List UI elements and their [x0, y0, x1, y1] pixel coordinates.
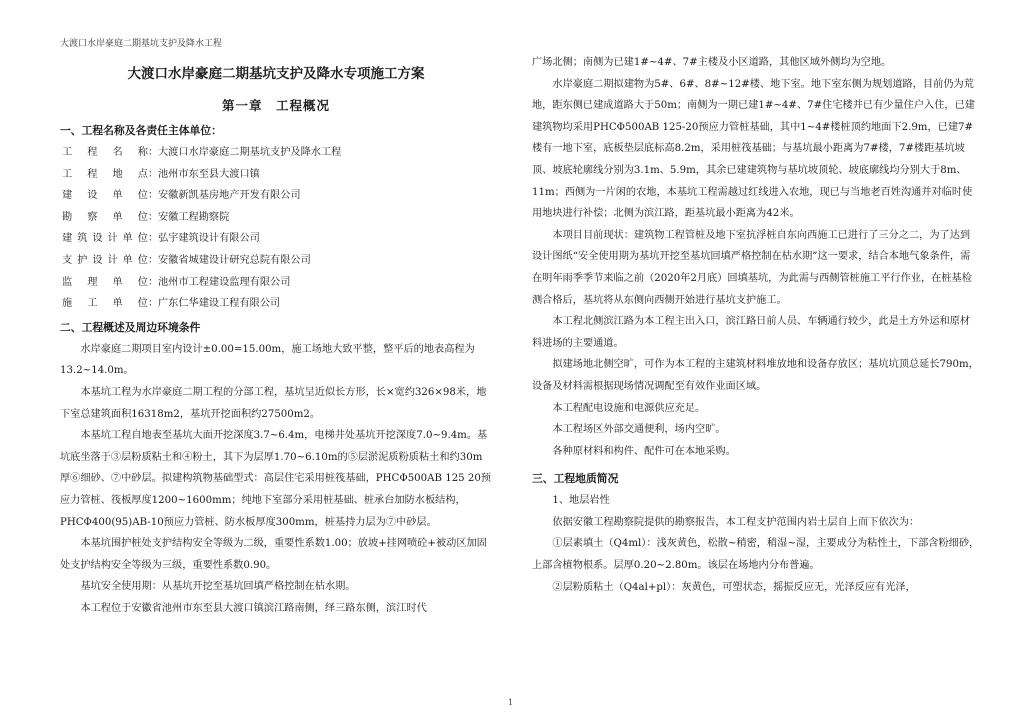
paragraph: 各种原材料和构件、配件可在本地采购。	[552, 445, 736, 457]
paragraph: 水岸豪庭二期拟建物为5#、6#、8#~12#楼、地下室。地下室东侧为规划道路，目前仍为荒地，距东侧已建成道路大于50m；南侧为一期已建1#~4#、7#住宅楼并已有少量住户入住，已建建筑物均采用PHCΦ500AB 125-20预应力管桩基础，其中1~4#楼桩顶约地面下2.9m，已建7#楼有一地下室，底板垫层底标高8.2m，采用桩筏基础；与基坑最小距离为7#楼，7#楼距基坑坡顶、坡底轮廓线分别为3.1m、5.9m，其余已建建筑物与基坑坡顶轮、坡底廓线均分别大于8m、11m；西侧为一片闲的农地，本基坑工程需越过红线进入农地，现已与当地老百姓沟通并对临时使用地块进行补偿；北侧为滨江路，距基坑最小距离为42米。	[532, 78, 975, 220]
paragraph: 依据安徽工程勘察院提供的勘察报告，本工程支护范围内岩土层自上而下依次为：	[552, 516, 920, 528]
paragraph: 广场北侧；南侧为已建1#~4#、7#主楼及小区道路，其他区域外侧均为空地。	[532, 57, 892, 68]
field-label: 支护设计单位	[62, 254, 148, 266]
section-heading: 三、工程地质简况	[532, 472, 619, 486]
field-label: 建筑设计单位	[62, 233, 148, 245]
field-row: 监理单位 ： 池州市工程建设监理有限公司	[60, 272, 492, 294]
field-row: 施工单位 ： 广东仁华建设工程有限公司	[60, 293, 492, 315]
paragraph: 本基坑工程自地表至基坑大面开挖深度3.7~6.4m，电梯井处基坑开挖深度7.0~9.4m。基坑底坐落于③层粉质粘土和④粉土，其下为层厚1.70~6.10m的⑤层淤泥质粉质粘土和约30m厚⑥细砂、⑦中砂层。拟建构筑物基础型式：高层住宅采用桩筏基础，PHCΦ500AB 125 20预应力管桩、筏板厚度1200~1600mm；纯地下室部分采用桩基础、桩承台加防水板结构，PHCΦ400(95)AB-10预应力管桩、防水板厚度300mm，桩基持力层为⑦中砂层。	[60, 430, 492, 528]
paragraph: 本基坑工程为水岸豪庭二期工程的分部工程，基坑呈近似长方形，长×宽约326×98米，地下室总建筑面积16318m2，基坑开挖面积约27500m2。	[60, 386, 487, 420]
left-column	[60, 62, 492, 619]
paragraph: 本项目目前现状：建筑物工程管桩及地下室抗浮桩自东向西施工已进行了三分之二，为了达到设计图纸“安全使用期为基坑开挖至基坑回填严格控制在枯水期”这一要求，结合本地气象条件，需在明年雨季季节来临之前（2020年2月底）回填基坑，为此需与西侧管桩施工平行作业，在桩基检测合格后，基坑将从东侧向西侧开始进行基坑支护施工。	[532, 229, 972, 306]
field-value: 广东仁华建设工程有限公司	[158, 298, 281, 310]
field-row: 工程地点 ： 池州市东至县大渡口镇	[60, 164, 492, 186]
paragraph: 本工程位于安徽省池州市东至县大渡口镇滨江路南侧，绎三路东侧，滨江时代	[80, 602, 427, 614]
chapter-heading: 第一章 工程概况	[221, 98, 330, 113]
field-row: 建筑设计单位 ： 弘宇建筑设计有限公司	[60, 228, 492, 250]
field-label: 施工单位	[62, 298, 148, 310]
paragraph: 本工程配电设施和电源供应充足。	[552, 402, 706, 414]
page-number: 1	[508, 698, 514, 707]
paragraph: 水岸豪庭二期项目室内设计±0.00=15.00m，施工场地大致平整，整平后的地表高程为13.2~14.0m。	[60, 343, 475, 377]
section-heading: 二、工程概述及周边环境条件	[60, 320, 201, 334]
field-value: 大渡口水岸豪庭二期基坑支护及降水工程	[158, 147, 342, 158]
paragraph: 本工程北侧滨江路为本工程主出入口，滨江路日前人员、车辆通行较少，此是土方外运和原材料进场的主要通道。	[532, 316, 971, 349]
paragraph: ②层粉质粘土（Q4al+pl）：灰黄色，可塑状态，摇振反应无，光泽反应有光泽，	[552, 581, 916, 593]
section-heading: 一、工程名称及各责任主体单位：	[60, 124, 222, 137]
running-header: 大渡口水岸豪庭二期基坑支护及降水工程	[60, 39, 223, 49]
field-label: 工程名称	[62, 147, 148, 158]
document-title: 大渡口水岸豪庭二期基坑支护及降水专项施工方案	[127, 66, 425, 82]
field-row: 勘察单位 ： 安徽工程勘察院	[60, 207, 492, 229]
right-column	[532, 52, 980, 598]
field-value: 安徽新凯基房地产开发有限公司	[158, 190, 301, 202]
field-label: 监理单位	[62, 276, 148, 288]
field-label: 工程地点	[62, 168, 148, 180]
field-label: 勘察单位	[62, 211, 148, 223]
field-row: 支护设计单位 ： 安徽省城建设计研究总院有限公司	[60, 250, 492, 272]
field-row: 工程名称 ： 大渡口水岸豪庭二期基坑支护及降水工程	[60, 142, 492, 164]
field-value: 池州市东至县大渡口镇	[158, 168, 260, 180]
field-row: 建设单位 ： 安徽新凯基房地产开发有限公司	[60, 185, 492, 207]
subheading: 1、地层岩性	[552, 495, 610, 507]
field-value: 安徽工程勘察院	[158, 211, 230, 223]
field-value: 安徽省城建设计研究总院有限公司	[158, 254, 311, 266]
field-label: 建设单位	[62, 190, 148, 202]
paragraph: 本工程场区外部交通便利，场内空旷。	[552, 424, 726, 436]
paragraph: 拟建场地北侧空旷，可作为本工程的主建筑材料堆放地和设备存放区；基坑坑顶总延长790m，设备及材料需根据现场情况调配至有效作业面区域。	[532, 359, 979, 392]
field-value: 弘宇建筑设计有限公司	[158, 233, 260, 245]
paragraph: 基坑安全使用期：从基坑开挖至基坑回填严格控制在枯水期。	[80, 581, 356, 593]
paragraph: 本基坑围护桩处支护结构安全等级为二级，重要性系数1.00；放坡+挂网喷砼+被动区加固处支护结构安全等级为三级，重要性系数0.90。	[60, 538, 487, 571]
paragraph: ①层素填土（Q4ml）：浅灰黄色，松散~稍密，稍湿~湿，主要成分为粘性土，下部含粉细砂，上部含植物根系。层厚0.20~2.80m。该层在场地内分布普遍。	[532, 538, 980, 572]
field-value: 池州市工程建设监理有限公司	[158, 276, 291, 288]
